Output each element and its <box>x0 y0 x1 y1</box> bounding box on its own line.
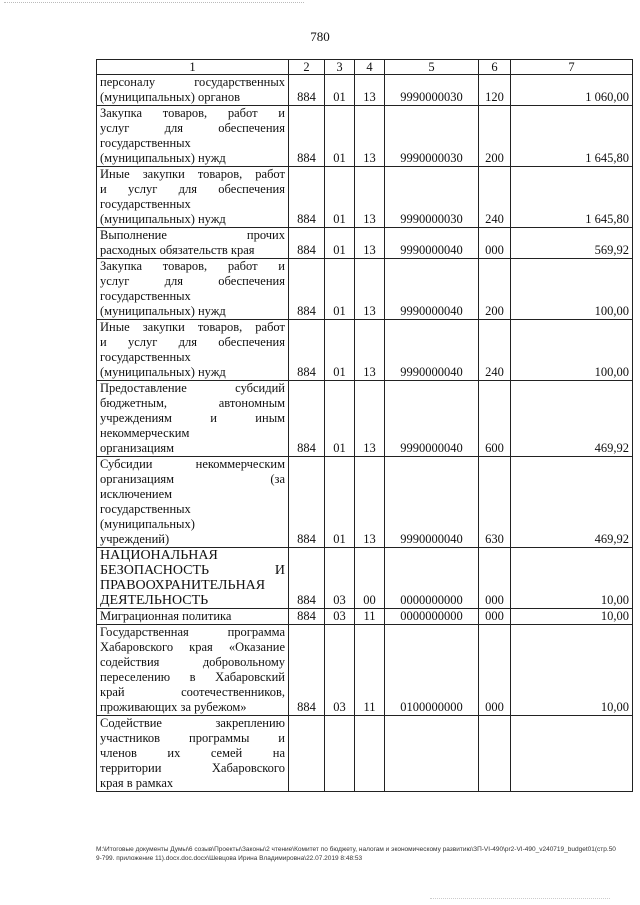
document-footer-path: М:\Итоговые документы Думы\6 созыв\Проекты\Законы\2 чтение\Комитет по бюджету, налогам и экономическому развитию\ЗП-VI-490\pr2-VI-490_v240719_budget01(стр.509-799. приложение 11).docx.doc.docx\Шевцова Ирина Владимировна\22.07.2019 8:48:53 <box>96 846 616 862</box>
section-code: 01 <box>325 167 355 228</box>
row-name-line: Содействие закреплению <box>100 716 285 730</box>
amount: 100,00 <box>511 259 633 320</box>
row-name-line: (муниципальных) нужд <box>100 151 226 165</box>
row-name-line: (муниципальных) нужд <box>100 304 226 318</box>
target-article-code <box>385 716 479 792</box>
section-code: 01 <box>325 259 355 320</box>
target-article-code: 0100000000 <box>385 625 479 716</box>
amount: 10,00 <box>511 548 633 609</box>
table-row <box>97 228 633 259</box>
section-code: 03 <box>325 609 355 625</box>
row-name-line: учреждениям и иным <box>100 411 285 425</box>
ministry-code <box>289 716 325 792</box>
row-name-line: Субсидии некоммерческим <box>100 457 285 471</box>
section-code: 01 <box>325 75 355 106</box>
expense-type-code: 630 <box>479 457 511 548</box>
row-name-line: персоналу государственных <box>100 75 285 89</box>
target-article-code: 9990000030 <box>385 75 479 106</box>
table-row <box>97 625 633 716</box>
row-name-line: бюджетным, автономным <box>100 396 285 410</box>
table-row <box>97 457 633 548</box>
row-name <box>97 548 289 609</box>
row-name <box>97 609 289 625</box>
row-name-line: участников программы и <box>100 731 285 745</box>
column-header-4: 4 <box>355 60 385 75</box>
row-name <box>97 259 289 320</box>
table-row <box>97 320 633 381</box>
column-header-7: 7 <box>511 60 633 75</box>
target-article-code: 9990000040 <box>385 381 479 457</box>
row-name-line: ПРАВООХРАНИТЕЛЬНАЯ <box>100 578 266 593</box>
section-code: 01 <box>325 106 355 167</box>
section-code <box>325 716 355 792</box>
table-header-row <box>97 60 633 75</box>
amount <box>511 716 633 792</box>
row-name <box>97 167 289 228</box>
row-name-line: Закупка товаров, работ и <box>100 259 285 273</box>
subsection-code: 11 <box>355 609 385 625</box>
amount: 1 645,80 <box>511 106 633 167</box>
column-header-6: 6 <box>479 60 511 75</box>
amount: 100,00 <box>511 320 633 381</box>
ministry-code: 884 <box>289 625 325 716</box>
amount: 469,92 <box>511 381 633 457</box>
table-row <box>97 548 633 609</box>
amount: 569,92 <box>511 228 633 259</box>
ministry-code: 884 <box>289 75 325 106</box>
table-row <box>97 259 633 320</box>
subsection-code: 13 <box>355 457 385 548</box>
expense-type-code: 200 <box>479 259 511 320</box>
row-name-line: и услуг для обеспечения <box>100 335 285 349</box>
row-name-line: государственных <box>100 136 191 150</box>
section-code: 01 <box>325 320 355 381</box>
scan-artifact-top <box>4 2 304 6</box>
section-code: 01 <box>325 228 355 259</box>
ministry-code: 884 <box>289 381 325 457</box>
row-name <box>97 457 289 548</box>
table-row <box>97 106 633 167</box>
row-name-line: расходных обязательств края <box>100 243 255 257</box>
section-code: 03 <box>325 625 355 716</box>
ministry-code: 884 <box>289 548 325 609</box>
target-article-code: 9990000040 <box>385 457 479 548</box>
row-name <box>97 716 289 792</box>
expense-type-code: 600 <box>479 381 511 457</box>
subsection-code: 13 <box>355 167 385 228</box>
budget-table <box>96 59 633 792</box>
row-name-line: членов их семей на <box>100 746 285 760</box>
expense-type-code: 200 <box>479 106 511 167</box>
expense-type-code: 000 <box>479 609 511 625</box>
row-name-line: край соотечественников, <box>100 685 285 699</box>
section-code: 01 <box>325 457 355 548</box>
row-name-line: Предоставление субсидий <box>100 381 285 395</box>
expense-type-code: 000 <box>479 625 511 716</box>
row-name-line: (муниципальных) <box>100 517 195 531</box>
target-article-code: 9990000030 <box>385 106 479 167</box>
ministry-code: 884 <box>289 106 325 167</box>
target-article-code: 9990000030 <box>385 167 479 228</box>
row-name-line: Выполнение прочих <box>100 228 285 242</box>
ministry-code: 884 <box>289 167 325 228</box>
row-name-line: проживающих за рубежом» <box>100 700 247 714</box>
section-code: 01 <box>325 381 355 457</box>
row-name-line: Государственная программа <box>100 625 285 639</box>
row-name-line: услуг для обеспечения <box>100 121 285 135</box>
row-name <box>97 381 289 457</box>
row-name-line: (муниципальных) нужд <box>100 365 226 379</box>
ministry-code: 884 <box>289 457 325 548</box>
column-header-1: 1 <box>97 60 289 75</box>
row-name-line: НАЦИОНАЛЬНАЯ <box>100 548 218 563</box>
column-header-2: 2 <box>289 60 325 75</box>
subsection-code: 13 <box>355 320 385 381</box>
row-name-line: государственных <box>100 502 191 516</box>
row-name-line: учреждений) <box>100 532 170 546</box>
row-name-line: края в рамках <box>100 776 174 790</box>
table-row <box>97 167 633 228</box>
target-article-code: 9990000040 <box>385 259 479 320</box>
column-header-5: 5 <box>385 60 479 75</box>
row-name-line: Иные закупки товаров, работ <box>100 167 285 181</box>
expense-type-code: 000 <box>479 548 511 609</box>
table-row <box>97 381 633 457</box>
row-name-line: организациям <box>100 441 175 455</box>
subsection-code: 13 <box>355 75 385 106</box>
expense-type-code: 240 <box>479 167 511 228</box>
row-name <box>97 320 289 381</box>
amount: 10,00 <box>511 625 633 716</box>
row-name <box>97 106 289 167</box>
table-row <box>97 716 633 792</box>
scan-artifact-bottom <box>430 898 610 902</box>
row-name-line: содействия добровольному <box>100 655 285 669</box>
subsection-code: 13 <box>355 228 385 259</box>
ministry-code: 884 <box>289 259 325 320</box>
row-name-line: некоммерческим <box>100 426 190 440</box>
amount: 1 060,00 <box>511 75 633 106</box>
target-article-code: 9990000040 <box>385 320 479 381</box>
row-name <box>97 228 289 259</box>
ministry-code: 884 <box>289 609 325 625</box>
table-row <box>97 75 633 106</box>
row-name-line: государственных <box>100 197 191 211</box>
subsection-code: 11 <box>355 625 385 716</box>
amount: 469,92 <box>511 457 633 548</box>
row-name-line: (муниципальных) нужд <box>100 212 226 226</box>
ministry-code: 884 <box>289 228 325 259</box>
row-name <box>97 75 289 106</box>
column-header-3: 3 <box>325 60 355 75</box>
row-name <box>97 625 289 716</box>
target-article-code: 9990000040 <box>385 228 479 259</box>
table-row <box>97 609 633 625</box>
row-name-line: ДЕЯТЕЛЬНОСТЬ <box>100 593 209 608</box>
row-name-line: государственных <box>100 289 191 303</box>
row-name-line: переселению в Хабаровский <box>100 670 285 684</box>
row-name-line: и услуг для обеспечения <box>100 182 285 196</box>
row-name-line: Иные закупки товаров, работ <box>100 320 285 334</box>
expense-type-code: 120 <box>479 75 511 106</box>
expense-type-code: 000 <box>479 228 511 259</box>
row-name-line: БЕЗОПАСНОСТЬ И <box>100 563 285 578</box>
expense-type-code <box>479 716 511 792</box>
ministry-code: 884 <box>289 320 325 381</box>
row-name-line: государственных <box>100 350 191 364</box>
expense-type-code: 240 <box>479 320 511 381</box>
row-name-line: (муниципальных) органов <box>100 90 241 104</box>
amount: 1 645,80 <box>511 167 633 228</box>
subsection-code: 13 <box>355 381 385 457</box>
row-name-line: услуг для обеспечения <box>100 274 285 288</box>
row-name-line: Закупка товаров, работ и <box>100 106 285 120</box>
subsection-code <box>355 716 385 792</box>
target-article-code: 0000000000 <box>385 609 479 625</box>
page-number: 780 <box>310 29 330 44</box>
row-name-line: Хабаровского края «Оказание <box>100 640 285 654</box>
row-name-line: Миграционная политика <box>100 609 232 623</box>
subsection-code: 13 <box>355 259 385 320</box>
amount: 10,00 <box>511 609 633 625</box>
row-name-line: исключением <box>100 487 173 501</box>
subsection-code: 13 <box>355 106 385 167</box>
section-code: 03 <box>325 548 355 609</box>
row-name-line: организациям (за <box>100 472 285 486</box>
target-article-code: 0000000000 <box>385 548 479 609</box>
table-body <box>97 75 633 792</box>
subsection-code: 00 <box>355 548 385 609</box>
row-name-line: территории Хабаровского <box>100 761 285 775</box>
